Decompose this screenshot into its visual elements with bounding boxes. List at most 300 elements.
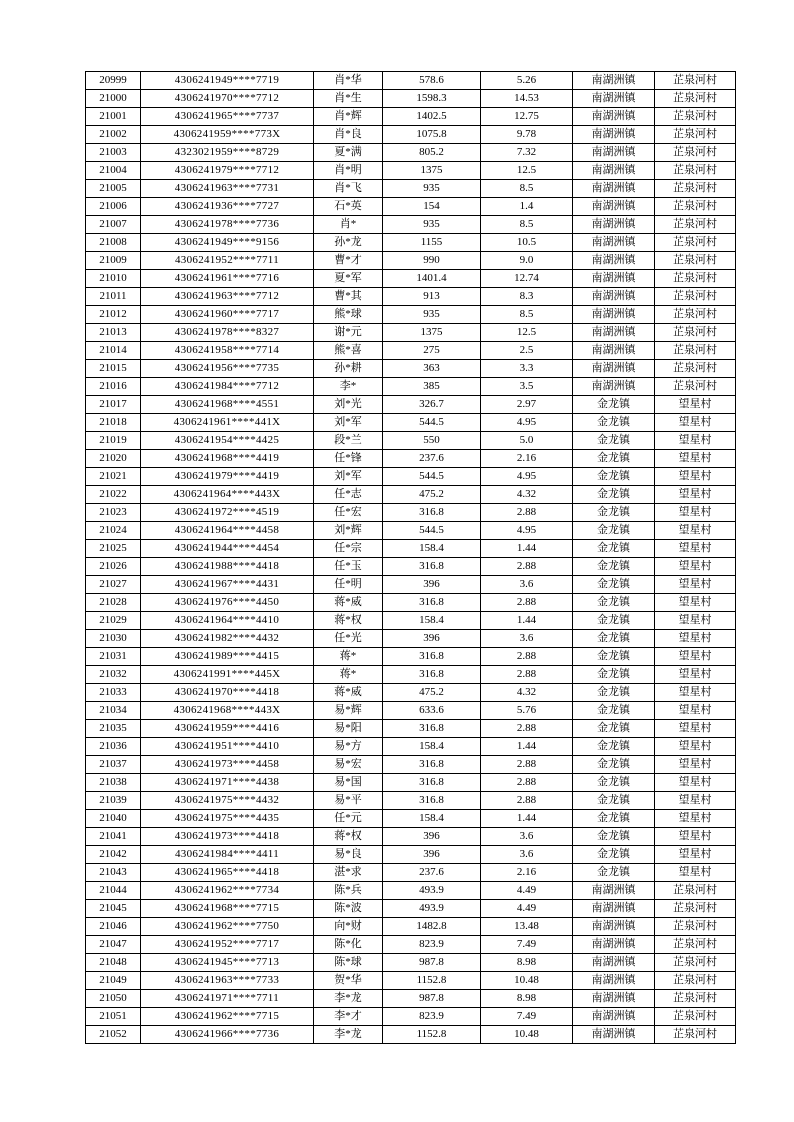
- cell-amount: 1152.8: [383, 1026, 481, 1044]
- cell-id_number: 4306241951****4410: [141, 738, 314, 756]
- cell-name: 蒋*权: [314, 828, 383, 846]
- cell-town: 南湖洲镇: [573, 900, 655, 918]
- cell-village: 芷泉河村: [655, 1008, 736, 1026]
- cell-name: 孙*耕: [314, 360, 383, 378]
- cell-rate: 5.76: [481, 702, 573, 720]
- cell-town: 金龙镇: [573, 558, 655, 576]
- cell-town: 金龙镇: [573, 486, 655, 504]
- cell-name: 李*龙: [314, 990, 383, 1008]
- cell-name: 曹*其: [314, 288, 383, 306]
- cell-town: 南湖洲镇: [573, 288, 655, 306]
- data-table: [85, 71, 736, 1044]
- cell-rate: 10.48: [481, 1026, 573, 1044]
- cell-town: 南湖洲镇: [573, 72, 655, 90]
- cell-village: 芷泉河村: [655, 72, 736, 90]
- cell-town: 南湖洲镇: [573, 252, 655, 270]
- cell-town: 南湖洲镇: [573, 180, 655, 198]
- cell-id_number: 4306241973****4418: [141, 828, 314, 846]
- cell-name: 易*方: [314, 738, 383, 756]
- cell-index: 21028: [86, 594, 141, 612]
- table-row: [86, 702, 736, 720]
- table-row: [86, 162, 736, 180]
- cell-rate: 8.5: [481, 216, 573, 234]
- cell-name: 陈*波: [314, 900, 383, 918]
- cell-index: 21044: [86, 882, 141, 900]
- cell-name: 李*: [314, 378, 383, 396]
- cell-id_number: 4323021959****8729: [141, 144, 314, 162]
- table-row: [86, 360, 736, 378]
- cell-amount: 396: [383, 630, 481, 648]
- cell-town: 南湖洲镇: [573, 954, 655, 972]
- cell-town: 金龙镇: [573, 450, 655, 468]
- cell-rate: 2.88: [481, 774, 573, 792]
- cell-town: 金龙镇: [573, 864, 655, 882]
- cell-name: 任*锋: [314, 450, 383, 468]
- table-row: [86, 864, 736, 882]
- cell-town: 南湖洲镇: [573, 990, 655, 1008]
- cell-town: 金龙镇: [573, 702, 655, 720]
- cell-index: 21016: [86, 378, 141, 396]
- cell-rate: 3.5: [481, 378, 573, 396]
- cell-name: 易*平: [314, 792, 383, 810]
- table-row: [86, 990, 736, 1008]
- table-row: [86, 252, 736, 270]
- cell-rate: 12.5: [481, 162, 573, 180]
- cell-village: 芷泉河村: [655, 288, 736, 306]
- cell-id_number: 4306241978****8327: [141, 324, 314, 342]
- table-row: [86, 90, 736, 108]
- cell-rate: 1.4: [481, 198, 573, 216]
- cell-rate: 2.5: [481, 342, 573, 360]
- cell-name: 李*龙: [314, 1026, 383, 1044]
- cell-index: 21020: [86, 450, 141, 468]
- cell-village: 芷泉河村: [655, 162, 736, 180]
- cell-town: 南湖洲镇: [573, 216, 655, 234]
- cell-amount: 544.5: [383, 468, 481, 486]
- cell-town: 南湖洲镇: [573, 1026, 655, 1044]
- cell-id_number: 4306241961****7716: [141, 270, 314, 288]
- cell-town: 金龙镇: [573, 756, 655, 774]
- cell-id_number: 4306241954****4425: [141, 432, 314, 450]
- cell-name: 曹*才: [314, 252, 383, 270]
- cell-name: 刘*辉: [314, 522, 383, 540]
- cell-amount: 363: [383, 360, 481, 378]
- cell-index: 21023: [86, 504, 141, 522]
- cell-amount: 1482.8: [383, 918, 481, 936]
- cell-town: 金龙镇: [573, 540, 655, 558]
- cell-name: 谢*元: [314, 324, 383, 342]
- cell-amount: 1152.8: [383, 972, 481, 990]
- table-row: [86, 756, 736, 774]
- cell-village: 芷泉河村: [655, 324, 736, 342]
- cell-amount: 158.4: [383, 810, 481, 828]
- cell-amount: 1375: [383, 162, 481, 180]
- cell-village: 望星村: [655, 576, 736, 594]
- cell-amount: 158.4: [383, 540, 481, 558]
- cell-village: 芷泉河村: [655, 180, 736, 198]
- cell-id_number: 4306241978****7736: [141, 216, 314, 234]
- cell-id_number: 4306241982****4432: [141, 630, 314, 648]
- cell-id_number: 4306241970****4418: [141, 684, 314, 702]
- cell-id_number: 4306241984****7712: [141, 378, 314, 396]
- cell-id_number: 4306241971****7711: [141, 990, 314, 1008]
- table-body: [86, 72, 736, 1044]
- cell-amount: 823.9: [383, 1008, 481, 1026]
- cell-name: 任*光: [314, 630, 383, 648]
- cell-index: 21046: [86, 918, 141, 936]
- cell-town: 金龙镇: [573, 738, 655, 756]
- cell-id_number: 4306241964****443X: [141, 486, 314, 504]
- cell-index: 21024: [86, 522, 141, 540]
- cell-name: 任*玉: [314, 558, 383, 576]
- cell-name: 肖*良: [314, 126, 383, 144]
- cell-village: 芷泉河村: [655, 990, 736, 1008]
- cell-id_number: 4306241975****4435: [141, 810, 314, 828]
- table-row: [86, 324, 736, 342]
- cell-rate: 4.49: [481, 882, 573, 900]
- cell-id_number: 4306241958****7714: [141, 342, 314, 360]
- table-row: [86, 108, 736, 126]
- cell-rate: 5.26: [481, 72, 573, 90]
- table-row: [86, 540, 736, 558]
- cell-name: 夏*满: [314, 144, 383, 162]
- cell-name: 陈*球: [314, 954, 383, 972]
- table-row: [86, 414, 736, 432]
- cell-index: 21003: [86, 144, 141, 162]
- cell-id_number: 4306241962****7715: [141, 1008, 314, 1026]
- cell-index: 21019: [86, 432, 141, 450]
- cell-name: 陈*化: [314, 936, 383, 954]
- cell-town: 南湖洲镇: [573, 324, 655, 342]
- cell-id_number: 4306241966****7736: [141, 1026, 314, 1044]
- cell-town: 南湖洲镇: [573, 936, 655, 954]
- cell-amount: 158.4: [383, 612, 481, 630]
- cell-village: 芷泉河村: [655, 900, 736, 918]
- cell-village: 芷泉河村: [655, 216, 736, 234]
- cell-rate: 2.88: [481, 594, 573, 612]
- cell-amount: 475.2: [383, 684, 481, 702]
- cell-rate: 4.49: [481, 900, 573, 918]
- cell-name: 刘*军: [314, 414, 383, 432]
- table-row: [86, 828, 736, 846]
- cell-id_number: 4306241949****7719: [141, 72, 314, 90]
- cell-town: 南湖洲镇: [573, 108, 655, 126]
- cell-town: 金龙镇: [573, 522, 655, 540]
- cell-amount: 987.8: [383, 954, 481, 972]
- cell-town: 金龙镇: [573, 504, 655, 522]
- cell-id_number: 4306241979****7712: [141, 162, 314, 180]
- cell-index: 21021: [86, 468, 141, 486]
- cell-village: 望星村: [655, 720, 736, 738]
- cell-name: 肖*明: [314, 162, 383, 180]
- cell-name: 刘*军: [314, 468, 383, 486]
- cell-village: 望星村: [655, 486, 736, 504]
- cell-index: 21015: [86, 360, 141, 378]
- cell-name: 湛*求: [314, 864, 383, 882]
- cell-amount: 544.5: [383, 522, 481, 540]
- cell-town: 南湖洲镇: [573, 198, 655, 216]
- cell-name: 蒋*: [314, 648, 383, 666]
- table-row: [86, 432, 736, 450]
- cell-village: 望星村: [655, 648, 736, 666]
- table-row: [86, 648, 736, 666]
- table-row: [86, 216, 736, 234]
- cell-id_number: 4306241952****7717: [141, 936, 314, 954]
- table-row: [86, 918, 736, 936]
- table-row: [86, 522, 736, 540]
- table-row: [86, 234, 736, 252]
- cell-index: 21000: [86, 90, 141, 108]
- cell-index: 21045: [86, 900, 141, 918]
- cell-town: 金龙镇: [573, 630, 655, 648]
- cell-town: 金龙镇: [573, 846, 655, 864]
- cell-rate: 8.3: [481, 288, 573, 306]
- cell-name: 肖*辉: [314, 108, 383, 126]
- cell-id_number: 4306241949****9156: [141, 234, 314, 252]
- cell-amount: 990: [383, 252, 481, 270]
- cell-village: 望星村: [655, 612, 736, 630]
- cell-id_number: 4306241960****7717: [141, 306, 314, 324]
- cell-town: 南湖洲镇: [573, 882, 655, 900]
- table-row: [86, 270, 736, 288]
- cell-town: 金龙镇: [573, 774, 655, 792]
- cell-index: 21017: [86, 396, 141, 414]
- cell-index: 21001: [86, 108, 141, 126]
- table-row: [86, 972, 736, 990]
- cell-amount: 316.8: [383, 558, 481, 576]
- cell-name: 熊*喜: [314, 342, 383, 360]
- cell-amount: 316.8: [383, 792, 481, 810]
- cell-id_number: 4306241991****445X: [141, 666, 314, 684]
- cell-town: 金龙镇: [573, 432, 655, 450]
- cell-rate: 7.49: [481, 936, 573, 954]
- cell-amount: 987.8: [383, 990, 481, 1008]
- cell-village: 望星村: [655, 756, 736, 774]
- cell-amount: 275: [383, 342, 481, 360]
- cell-index: 21013: [86, 324, 141, 342]
- cell-index: 21036: [86, 738, 141, 756]
- cell-name: 蒋*: [314, 666, 383, 684]
- cell-id_number: 4306241959****4416: [141, 720, 314, 738]
- cell-id_number: 4306241964****4458: [141, 522, 314, 540]
- cell-town: 南湖洲镇: [573, 126, 655, 144]
- cell-town: 金龙镇: [573, 594, 655, 612]
- cell-amount: 237.6: [383, 450, 481, 468]
- cell-name: 蒋*威: [314, 594, 383, 612]
- table-row: [86, 774, 736, 792]
- cell-index: 21050: [86, 990, 141, 1008]
- cell-village: 望星村: [655, 414, 736, 432]
- cell-id_number: 4306241936****7727: [141, 198, 314, 216]
- cell-amount: 237.6: [383, 864, 481, 882]
- cell-name: 易*阳: [314, 720, 383, 738]
- cell-index: 21040: [86, 810, 141, 828]
- cell-id_number: 4306241962****7734: [141, 882, 314, 900]
- cell-index: 21014: [86, 342, 141, 360]
- cell-name: 熊*球: [314, 306, 383, 324]
- cell-village: 芷泉河村: [655, 882, 736, 900]
- cell-name: 孙*龙: [314, 234, 383, 252]
- cell-rate: 7.49: [481, 1008, 573, 1026]
- cell-rate: 2.88: [481, 720, 573, 738]
- cell-id_number: 4306241976****4450: [141, 594, 314, 612]
- cell-index: 21033: [86, 684, 141, 702]
- cell-amount: 396: [383, 576, 481, 594]
- cell-name: 肖*生: [314, 90, 383, 108]
- cell-rate: 4.95: [481, 522, 573, 540]
- cell-amount: 913: [383, 288, 481, 306]
- cell-amount: 544.5: [383, 414, 481, 432]
- cell-village: 望星村: [655, 666, 736, 684]
- cell-name: 易*良: [314, 846, 383, 864]
- table-row: [86, 1008, 736, 1026]
- cell-rate: 2.88: [481, 666, 573, 684]
- cell-village: 望星村: [655, 810, 736, 828]
- cell-town: 南湖洲镇: [573, 972, 655, 990]
- cell-town: 金龙镇: [573, 396, 655, 414]
- cell-id_number: 4306241968****4419: [141, 450, 314, 468]
- cell-village: 芷泉河村: [655, 252, 736, 270]
- cell-name: 夏*军: [314, 270, 383, 288]
- cell-rate: 8.98: [481, 954, 573, 972]
- cell-rate: 1.44: [481, 738, 573, 756]
- table-row: [86, 198, 736, 216]
- table-row: [86, 936, 736, 954]
- cell-village: 芷泉河村: [655, 108, 736, 126]
- cell-amount: 935: [383, 306, 481, 324]
- cell-rate: 4.95: [481, 468, 573, 486]
- cell-name: 向*财: [314, 918, 383, 936]
- cell-index: 21037: [86, 756, 141, 774]
- table-row: [86, 396, 736, 414]
- cell-name: 石*英: [314, 198, 383, 216]
- cell-index: 21004: [86, 162, 141, 180]
- cell-id_number: 4306241968****4551: [141, 396, 314, 414]
- cell-rate: 2.88: [481, 648, 573, 666]
- cell-id_number: 4306241961****441X: [141, 414, 314, 432]
- cell-town: 南湖洲镇: [573, 1008, 655, 1026]
- cell-rate: 2.16: [481, 864, 573, 882]
- cell-village: 芷泉河村: [655, 954, 736, 972]
- cell-village: 芷泉河村: [655, 342, 736, 360]
- cell-village: 望星村: [655, 738, 736, 756]
- cell-amount: 326.7: [383, 396, 481, 414]
- cell-amount: 1401.4: [383, 270, 481, 288]
- cell-village: 芷泉河村: [655, 234, 736, 252]
- table-row: [86, 882, 736, 900]
- cell-index: 21008: [86, 234, 141, 252]
- cell-town: 南湖洲镇: [573, 360, 655, 378]
- cell-name: 肖*华: [314, 72, 383, 90]
- cell-village: 望星村: [655, 864, 736, 882]
- cell-id_number: 4306241967****4431: [141, 576, 314, 594]
- cell-amount: 1075.8: [383, 126, 481, 144]
- cell-amount: 1598.3: [383, 90, 481, 108]
- cell-town: 金龙镇: [573, 810, 655, 828]
- cell-id_number: 4306241973****4458: [141, 756, 314, 774]
- cell-village: 望星村: [655, 432, 736, 450]
- cell-id_number: 4306241968****443X: [141, 702, 314, 720]
- cell-village: 芷泉河村: [655, 126, 736, 144]
- cell-id_number: 4306241989****4415: [141, 648, 314, 666]
- cell-id_number: 4306241963****7733: [141, 972, 314, 990]
- cell-index: 21029: [86, 612, 141, 630]
- cell-village: 芷泉河村: [655, 918, 736, 936]
- table-row: [86, 900, 736, 918]
- cell-rate: 3.6: [481, 846, 573, 864]
- cell-amount: 578.6: [383, 72, 481, 90]
- cell-index: 21022: [86, 486, 141, 504]
- cell-rate: 13.48: [481, 918, 573, 936]
- cell-index: 21034: [86, 702, 141, 720]
- cell-village: 芷泉河村: [655, 360, 736, 378]
- cell-id_number: 4306241962****7750: [141, 918, 314, 936]
- table-row: [86, 378, 736, 396]
- cell-index: 21011: [86, 288, 141, 306]
- cell-rate: 12.75: [481, 108, 573, 126]
- table-row: [86, 576, 736, 594]
- cell-town: 南湖洲镇: [573, 378, 655, 396]
- cell-rate: 2.16: [481, 450, 573, 468]
- cell-id_number: 4306241963****7712: [141, 288, 314, 306]
- table-row: [86, 954, 736, 972]
- cell-amount: 316.8: [383, 648, 481, 666]
- cell-id_number: 4306241965****4418: [141, 864, 314, 882]
- table-row: [86, 144, 736, 162]
- cell-index: 21032: [86, 666, 141, 684]
- cell-amount: 316.8: [383, 594, 481, 612]
- cell-id_number: 4306241959****773X: [141, 126, 314, 144]
- cell-index: 21043: [86, 864, 141, 882]
- cell-rate: 4.32: [481, 684, 573, 702]
- cell-id_number: 4306241988****4418: [141, 558, 314, 576]
- cell-index: 21027: [86, 576, 141, 594]
- cell-index: 21025: [86, 540, 141, 558]
- cell-town: 金龙镇: [573, 720, 655, 738]
- table-row: [86, 720, 736, 738]
- cell-amount: 493.9: [383, 882, 481, 900]
- cell-rate: 8.98: [481, 990, 573, 1008]
- cell-index: 21009: [86, 252, 141, 270]
- cell-name: 易*国: [314, 774, 383, 792]
- cell-rate: 10.5: [481, 234, 573, 252]
- cell-amount: 805.2: [383, 144, 481, 162]
- table-row: [86, 306, 736, 324]
- cell-rate: 8.5: [481, 180, 573, 198]
- cell-name: 蒋*威: [314, 684, 383, 702]
- cell-rate: 14.53: [481, 90, 573, 108]
- cell-name: 任*志: [314, 486, 383, 504]
- cell-index: 21002: [86, 126, 141, 144]
- table-row: [86, 630, 736, 648]
- cell-index: 21039: [86, 792, 141, 810]
- cell-rate: 10.48: [481, 972, 573, 990]
- cell-index: 21035: [86, 720, 141, 738]
- cell-rate: 4.32: [481, 486, 573, 504]
- cell-village: 芷泉河村: [655, 90, 736, 108]
- cell-town: 金龙镇: [573, 666, 655, 684]
- table-row: [86, 612, 736, 630]
- cell-village: 望星村: [655, 684, 736, 702]
- cell-town: 金龙镇: [573, 792, 655, 810]
- cell-amount: 1375: [383, 324, 481, 342]
- cell-name: 任*元: [314, 810, 383, 828]
- cell-id_number: 4306241979****4419: [141, 468, 314, 486]
- cell-index: 21007: [86, 216, 141, 234]
- cell-index: 21031: [86, 648, 141, 666]
- cell-rate: 9.0: [481, 252, 573, 270]
- cell-rate: 12.74: [481, 270, 573, 288]
